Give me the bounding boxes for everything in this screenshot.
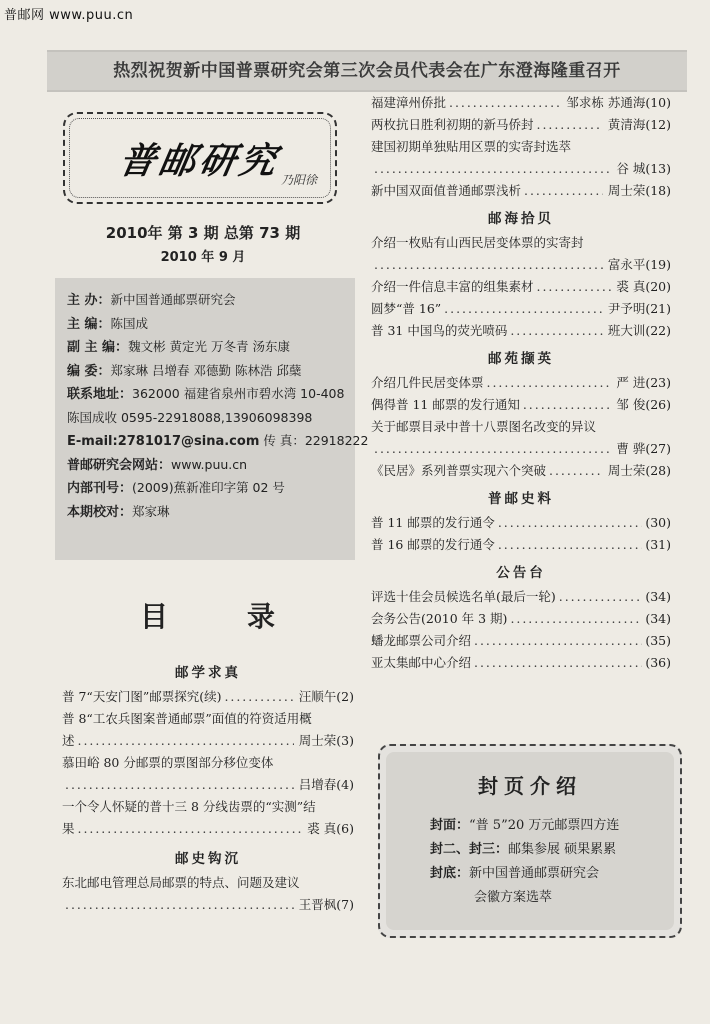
masthead-value: 传 真：22918222 [259, 433, 369, 448]
masthead-value: 新中国普通邮票研究会 [110, 292, 236, 307]
toc-entry-line [371, 180, 671, 202]
toc-entry[interactable] [371, 512, 671, 534]
masthead-label: 主 办： [67, 293, 111, 308]
toc-leader-dots [524, 180, 603, 202]
toc-title-char: 目 [140, 600, 169, 633]
toc-entry-author: 周士荣 [298, 733, 337, 748]
toc-leader-dots [510, 320, 602, 342]
toc-entry-page: (28) [645, 463, 671, 478]
masthead-label: 普邮研究会网站： [67, 457, 172, 473]
toc-entry[interactable] [62, 686, 354, 708]
toc-leader-dots [224, 686, 293, 708]
toc-entry-line [62, 752, 354, 774]
toc-entry-line [371, 254, 671, 276]
toc-entry[interactable] [371, 92, 671, 114]
toc-entry-title: 普 7“天安门图”邮票探究(续) [62, 689, 222, 704]
toc-entry-title: 两枚抗日胜利初期的新马侨封 [371, 117, 534, 132]
logo-signature: 乃阳徐 [280, 173, 317, 187]
site-watermark: 普邮网 www.puu.cn [4, 8, 134, 23]
toc-section-heading: 邮史钩沉 [175, 851, 241, 867]
toc-entry-title: 介绍几件民居变体票 [371, 375, 484, 390]
toc-entry-author: 王晋枫 [298, 897, 337, 912]
toc-leader-dots [549, 460, 603, 482]
masthead-label: 内部刊号： [67, 481, 133, 496]
toc-leader-dots [474, 630, 642, 652]
toc-entry-page: (26) [645, 397, 671, 412]
toc-leader-dots [523, 394, 611, 416]
toc-entry-title: 普 8“工农兵图案普通邮票”面值的符资适用概 [62, 711, 312, 726]
toc-entry-line [371, 298, 671, 320]
toc-entry-author: 邹 俊 [616, 397, 646, 412]
toc-entry[interactable] [371, 320, 671, 342]
toc-entry-line [371, 92, 671, 114]
toc-entry-author: 黄清海 [607, 117, 646, 132]
toc-entry[interactable] [371, 276, 671, 298]
masthead-row [67, 382, 355, 406]
toc-entry-line [371, 416, 671, 438]
toc-title-char: 录 [246, 600, 275, 633]
toc-entry-title: 会务公告(2010 年 3 期) [371, 611, 508, 626]
toc-entry-author: 裘 真 [616, 279, 646, 294]
masthead-label: 副 主 编： [67, 340, 129, 355]
toc-entry-page: (34) [645, 611, 671, 626]
toc-leader-dots [449, 92, 561, 114]
toc-entry[interactable] [371, 534, 671, 556]
toc-entry-title: 福建漳州侨批 [371, 95, 447, 110]
masthead-value: 郑家琳 吕增春 邓德勤 陈林浩 邱蘖 [110, 362, 302, 378]
toc-entry-page: (13) [645, 161, 671, 176]
toc-entry-line [62, 774, 354, 796]
toc-entry-author: 裘 真 [307, 821, 337, 836]
toc-entry[interactable] [371, 608, 671, 630]
cover-intro-line [474, 886, 552, 905]
toc-entry-page: (34) [645, 589, 671, 604]
toc-entry-page: (4) [336, 777, 354, 792]
toc-entry-page: (35) [645, 633, 671, 648]
toc-entry-page: (23) [645, 375, 671, 390]
masthead-row [67, 500, 355, 524]
toc-entry[interactable] [62, 872, 354, 916]
toc-entry-line [371, 276, 671, 298]
toc-entry-title: 圆梦“普 16” [371, 301, 442, 316]
toc-entry-line [371, 534, 671, 556]
toc-section-heading: 普邮史料 [488, 491, 554, 507]
toc-entry[interactable] [371, 298, 671, 320]
toc-leader-dots [374, 438, 611, 460]
toc-entry-title: 一个令人怀疑的普十三 8 分线齿票的“实测”结 [62, 799, 316, 814]
masthead-row [67, 335, 355, 359]
toc-entry-title: 亚太集邮中心介绍 [371, 655, 472, 670]
toc-entry-line [371, 608, 671, 630]
toc-entry-title: 普 16 邮票的发行通令 [371, 537, 495, 552]
cover-intro-label: 封面： [430, 818, 470, 833]
toc-entry-title: 建国初期单独贴用区票的实寄封选萃 [371, 139, 572, 154]
masthead-value: 陈国成 [110, 315, 149, 331]
cover-intro-line [430, 862, 599, 881]
toc-entry-title: 普 11 邮票的发行通令 [371, 515, 495, 530]
toc-entry-title: 慕田峪 80 分邮票的票图部分移位变体 [62, 755, 274, 770]
toc-entry-page: (12) [645, 117, 671, 132]
masthead-value: 362000 福建省泉州市碧水湾 10-408 [132, 386, 345, 401]
toc-entry-line [371, 630, 671, 652]
toc-leader-dots [498, 512, 642, 534]
toc-entry-page: (7) [336, 897, 354, 912]
toc-section-heading: 公告台 [496, 565, 546, 581]
toc-entry[interactable] [371, 232, 671, 276]
toc-entry-title: 东北邮电管理总局邮票的特点、问题及建议 [62, 875, 300, 890]
celebration-banner: 热烈祝贺新中国普票研究会第三次会员代表会在广东澄海隆重召开 [47, 50, 687, 92]
toc-entry-title: 评选十佳会员候选名单(最后一轮) [371, 589, 556, 604]
toc-entry-line [371, 512, 671, 534]
toc-entry-title: 果 [62, 821, 75, 836]
toc-leader-dots [65, 774, 294, 796]
toc-entry[interactable] [371, 630, 671, 652]
toc-entry-title: 新中国双面值普通邮票浅析 [371, 183, 522, 198]
toc-entry-title: 偶得普 11 邮票的发行通知 [371, 397, 520, 412]
toc-entry-author: 曹 骅 [616, 441, 646, 456]
toc-entry-author: 周士荣 [607, 183, 646, 198]
toc-section-heading: 邮海拾贝 [488, 211, 554, 227]
toc-entry-line [62, 730, 354, 752]
toc-right-column [371, 92, 671, 674]
cover-intro-line [430, 838, 616, 857]
masthead-row [67, 476, 355, 500]
toc-entry-title: 蟠龙邮票公司介绍 [371, 633, 472, 648]
toc-entry-line [62, 708, 354, 730]
toc-entry-title: 介绍一件信息丰富的组集素材 [371, 279, 534, 294]
toc-leader-dots [78, 730, 294, 752]
toc-leader-dots [537, 276, 612, 298]
toc-entry[interactable] [371, 460, 671, 482]
toc-leader-dots [444, 298, 603, 320]
toc-entry[interactable] [371, 114, 671, 136]
masthead-row [67, 288, 355, 312]
masthead-row [67, 359, 355, 383]
toc-entry-page: (21) [645, 301, 671, 316]
toc-entry-line [62, 796, 354, 818]
toc-entry-author: 吕增春 [298, 777, 337, 792]
toc-entry[interactable] [62, 796, 354, 840]
toc-leader-dots [498, 534, 642, 556]
toc-entry-page: (18) [645, 183, 671, 198]
toc-entry-line [62, 872, 354, 894]
toc-entry-page: (10) [645, 95, 671, 110]
toc-entry-line [371, 652, 671, 674]
toc-entry-title: 关于邮票目录中普十八票图名改变的异议 [371, 419, 597, 434]
toc-entry-line [371, 460, 671, 482]
cover-intro-box [378, 744, 682, 938]
toc-leader-dots [374, 158, 611, 180]
masthead-value: 陈国成收 0595-22918088,13906098398 [67, 409, 313, 425]
toc-entry-page: (19) [645, 257, 671, 272]
cover-intro-text: 新中国普通邮票研究会 [469, 866, 600, 881]
toc-leader-dots [474, 652, 642, 674]
masthead-row [67, 312, 355, 336]
toc-entry-line [371, 232, 671, 254]
cover-intro-line [430, 814, 619, 833]
cover-intro-title: 封页介绍 [478, 774, 582, 798]
toc-entry-title: 述 [62, 733, 75, 748]
toc-entry[interactable] [371, 372, 671, 394]
toc-leader-dots [78, 818, 303, 840]
toc-entry[interactable] [371, 416, 671, 460]
toc-entry-page: (27) [645, 441, 671, 456]
cover-intro-panel [386, 752, 674, 930]
toc-leader-dots [559, 586, 643, 608]
masthead-label: 编 委： [67, 363, 111, 379]
toc-entry-line [371, 136, 671, 158]
toc-entry-line [371, 114, 671, 136]
toc-entry-line [62, 894, 354, 916]
toc-entry-line [62, 818, 354, 840]
toc-entry-author: 尹予明 [607, 301, 646, 316]
toc-leader-dots [65, 894, 294, 916]
toc-entry-line [371, 158, 671, 180]
issue-date: 2010 年 9 月 [160, 250, 246, 265]
masthead-value: 郑家琳 [132, 503, 170, 519]
toc-entry-author: 汪顺午 [298, 689, 337, 704]
toc-entry-page: (20) [645, 279, 671, 294]
toc-entry-line [371, 320, 671, 342]
toc-entry-line [62, 686, 354, 708]
toc-entry-page: (6) [336, 821, 354, 836]
toc-entry[interactable] [371, 136, 671, 180]
masthead-value: www.puu.cn [171, 456, 248, 472]
toc-entry-author: 严 进 [616, 375, 646, 390]
cover-intro-text: “普 5”20 万元邮票四方连 [469, 818, 620, 833]
toc-entry-author: 谷 城 [616, 161, 646, 176]
logo-title: 普邮研究 [115, 139, 284, 182]
toc-entry-page: (3) [336, 733, 354, 748]
toc-entry-page: (31) [645, 537, 671, 552]
masthead-value: 魏文彬 黄定光 万冬青 汤东康 [128, 339, 290, 354]
journal-logo [63, 112, 337, 204]
toc-entry[interactable] [62, 708, 354, 752]
toc-entry[interactable] [371, 180, 671, 202]
toc-entry-line [371, 586, 671, 608]
toc-entry-line [371, 372, 671, 394]
toc-entry[interactable] [371, 652, 671, 674]
masthead-row [67, 453, 355, 477]
toc-section-heading: 邮苑撷英 [488, 351, 554, 367]
toc-entry-page: (2) [336, 689, 354, 704]
masthead-info [55, 278, 369, 560]
toc-leader-dots [487, 372, 612, 394]
masthead-row [67, 406, 355, 430]
toc-title [140, 595, 275, 635]
masthead-label: 联系地址： [67, 387, 133, 402]
toc-entry-page: (30) [645, 515, 671, 530]
issue-number: 2010年 第 3 期 总第 73 期 [105, 224, 301, 242]
toc-entry[interactable] [371, 394, 671, 416]
masthead-row [67, 429, 369, 453]
toc-entry-title: 介绍一枚贴有山西民居变体票的实寄封 [371, 235, 584, 250]
cover-intro-label: 封底： [430, 866, 470, 881]
toc-leader-dots [537, 114, 603, 136]
toc-entry-author: 邹求栋 苏通海 [566, 95, 646, 110]
toc-entry-page: (36) [645, 655, 671, 670]
toc-entry-title: 普 31 中国鸟的荧光喷码 [371, 323, 508, 338]
toc-entry-author: 周士荣 [607, 463, 646, 478]
toc-entry[interactable] [62, 752, 354, 796]
toc-entry-title: 《民居》系列普票实现六个突破 [371, 463, 547, 478]
toc-leader-dots [374, 254, 603, 276]
cover-intro-text: 会徽方案选萃 [474, 890, 553, 905]
cover-intro-text: 邮集参展 硕果累累 [508, 842, 617, 857]
toc-entry-author: 富永平 [607, 257, 646, 272]
toc-left-column [62, 660, 354, 916]
toc-entry-author: 班大训 [607, 323, 646, 338]
cover-intro-label: 封二、封三： [430, 842, 509, 857]
toc-leader-dots [510, 608, 642, 630]
masthead-label: E-mail:2781017@sina.com [67, 434, 260, 449]
toc-entry-line [371, 438, 671, 460]
masthead-value: (2009)蕉新准印字第 02 号 [132, 480, 285, 495]
toc-entry[interactable] [371, 586, 671, 608]
masthead-label: 主 编： [67, 316, 111, 332]
toc-section-heading: 邮学求真 [175, 665, 241, 681]
toc-entry-line [371, 394, 671, 416]
masthead-label: 本期校对： [67, 504, 133, 520]
toc-entry-page: (22) [645, 323, 671, 338]
